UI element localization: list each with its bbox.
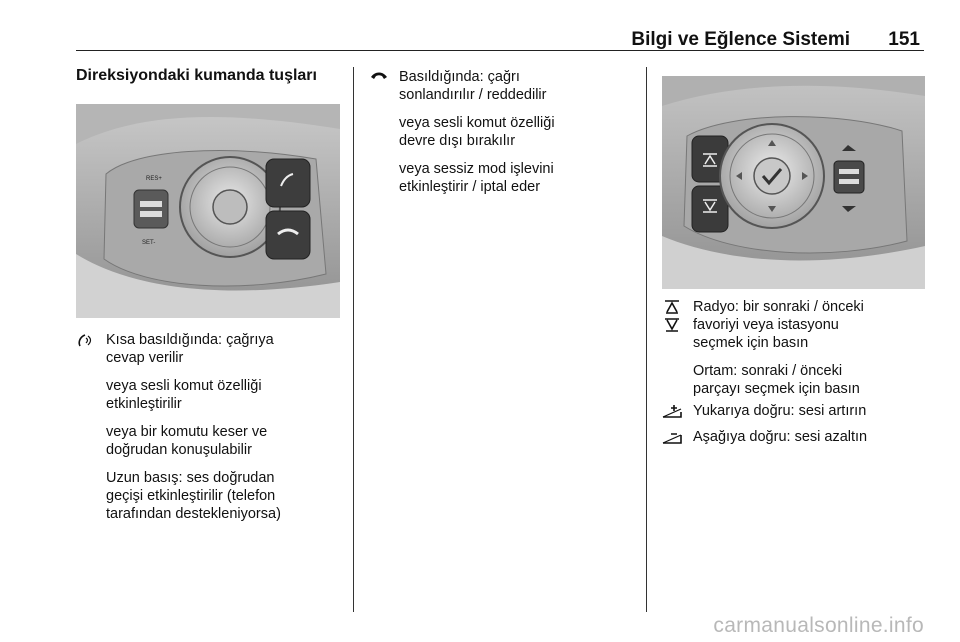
col2-p1-line1: Basıldığında: çağrı xyxy=(399,69,520,85)
col1-p4-line3: tarafından destekleniyorsa) xyxy=(106,506,281,522)
section-title: Direksiyondaki kumanda tuşları xyxy=(76,67,317,84)
set-label: SET- xyxy=(142,240,156,246)
col3-p1-line2: favoriyi veya istasyonu xyxy=(693,317,839,333)
volume-down-icon xyxy=(662,429,682,445)
col1-p3-line1: veya bir komutu keser ve xyxy=(106,424,268,440)
steering-wheel-left-controls-photo xyxy=(76,104,340,318)
col2-p3-line1: veya sessiz mod işlevini xyxy=(399,161,554,177)
running-header-title: Bilgi ve Eğlence Sistemi xyxy=(631,29,850,50)
steering-wheel-right-controls-photo xyxy=(662,76,925,289)
col1-p4-line2: geçişi etkinleştirilir (telefon xyxy=(106,488,276,504)
column-divider-right xyxy=(646,67,647,612)
col1-p2-line1: veya sesli komut özelliği xyxy=(106,378,262,394)
col2-text xyxy=(399,68,639,196)
col3-p2-line2: parçayı seçmek için basın xyxy=(693,381,860,397)
col1-p1-line1: Kısa basıldığında: çağrıya xyxy=(106,332,274,348)
col1-text xyxy=(106,331,346,523)
col2-p2-line1: veya sesli komut özelliği xyxy=(399,115,555,131)
col2-p1-line2: sonlandırılır / reddedilir xyxy=(399,87,547,103)
col3-p1-line1: Radyo: bir sonraki / önceki xyxy=(693,299,864,315)
res-label: RES+ xyxy=(146,176,162,182)
phone-voice-icon xyxy=(76,333,96,349)
col1-p4-line1: Uzun basış: ses doğrudan xyxy=(106,470,275,486)
volume-up-icon xyxy=(662,403,682,419)
vol-down-text: Aşağıya doğru: sesi azaltın xyxy=(693,429,868,445)
col3-p2-line1: Ortam: sonraki / önceki xyxy=(693,363,843,379)
column-divider-left xyxy=(353,67,354,612)
seek-down-icon xyxy=(662,317,682,333)
col1-p2-line2: etkinleştirilir xyxy=(106,396,182,412)
col2-p3-line2: etkinleştirir / iptal eder xyxy=(399,179,541,195)
vol-up-text: Yukarıya doğru: sesi artırın xyxy=(693,403,867,419)
col2-p2-line2: devre dışı bırakılır xyxy=(399,133,516,149)
phone-hangup-icon xyxy=(369,68,389,84)
seek-up-icon xyxy=(662,299,682,315)
col3-p1-line3: seçmek için basın xyxy=(693,335,809,351)
col1-p3-line2: doğrudan konuşulabilir xyxy=(106,442,252,458)
col3-text xyxy=(693,298,933,398)
watermark: carmanualsonline.info xyxy=(713,614,924,637)
page-number: 151 xyxy=(888,29,920,50)
header-rule xyxy=(76,50,924,51)
col1-p1-line2: cevap verilir xyxy=(106,350,184,366)
